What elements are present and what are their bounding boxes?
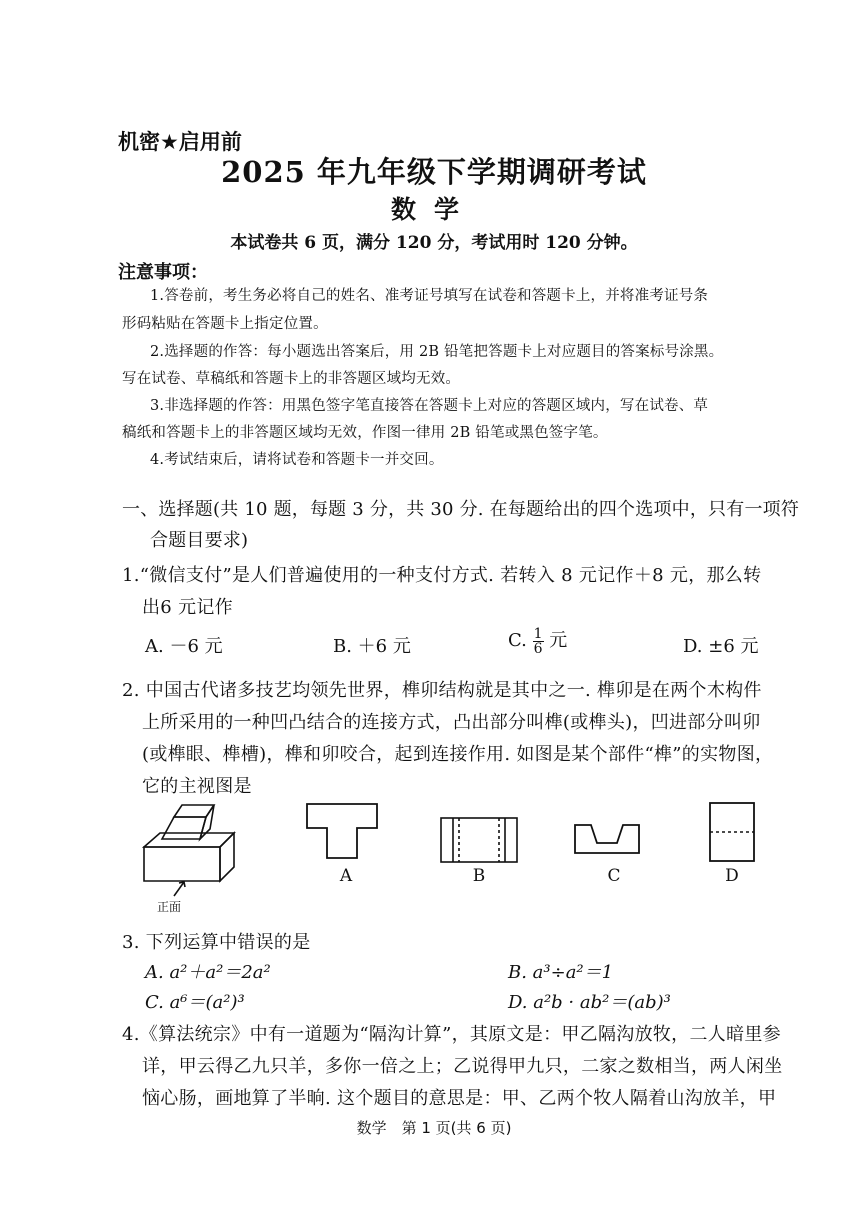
q3-option-c: C. a⁶＝(a²)³: [145, 992, 245, 1013]
note-line: 3.非选择题的作答：用黑色签字笔直接答在答题卡上对应的答题区域内，写在试卷、草: [150, 398, 709, 414]
question-2-stem-cont: (或榫眼、榫槽)，榫和卯咬合，起到连接作用. 如图是某个部件“榫”的实物图，: [142, 744, 774, 765]
fraction-denominator: 6: [533, 640, 543, 657]
note-line: 形码粘贴在答题卡上指定位置。: [122, 316, 328, 332]
section-heading: 一、选择题(共 10 题，每题 3 分，共 30 分. 在每题给出的四个选项中，只有一项符: [122, 499, 800, 520]
exam-title: 2025 年九年级下学期调研考试: [221, 155, 647, 189]
q1-option-c-suffix: 元: [549, 630, 568, 651]
exam-info: 本试卷共 6 页，满分 120 分，考试用时 120 分钟。: [230, 233, 638, 253]
option-b-figure: [440, 817, 518, 863]
q1-option-b: B. ＋6 元: [333, 636, 411, 657]
confidential-mark: 机密★启用前: [118, 130, 242, 154]
q1-option-a: A. －6 元: [145, 636, 223, 657]
note-line: 2.选择题的作答：每小题选出答案后，用 2B 铅笔把答题卡上对应题目的答案标号涂黑。: [150, 344, 724, 360]
note-line: 4.考试结束后，请将试卷和答题卡一并交回。: [150, 452, 444, 468]
note-line: 写在试卷、草稿纸和答题卡上的非答题区域均无效。: [122, 371, 461, 387]
page-footer: 数学 第 1 页(共 6 页): [356, 1119, 512, 1137]
q3-option-a: A. a²＋a²＝2a²: [145, 962, 271, 983]
question-4-stem-cont: 恼心肠，画地算了半晌. 这个题目的意思是：甲、乙两个牧人隔着山沟放羊，甲: [142, 1088, 777, 1109]
figure-label-d: D: [725, 866, 739, 886]
q1-option-c: [508, 626, 567, 656]
notes-heading: 注意事项：: [118, 262, 208, 283]
section-heading-cont: 合题目要求): [150, 530, 249, 551]
note-line: 稿纸和答题卡上的非答题区域均无效，作图一律用 2B 铅笔或黑色签字笔。: [122, 425, 608, 441]
figure-label-b: B: [472, 866, 486, 886]
fraction: [533, 627, 544, 656]
question-2-stem: 2. 中国古代诸多技艺均领先世界，榫卯结构就是其中之一. 榫卯是在两个木构件: [122, 680, 762, 701]
question-2-stem-cont: 它的主视图是: [142, 776, 252, 797]
question-1-stem-cont: 出6 元记作: [142, 597, 233, 618]
option-a-figure: [305, 802, 380, 862]
question-1-stem: 1.“微信支付”是人们普遍使用的一种支付方式. 若转入 8 元记作＋8 元，那么转: [122, 565, 762, 586]
front-label: 正面: [157, 900, 182, 914]
q3-option-d: D. a²b · ab²＝(ab)³: [508, 992, 671, 1013]
option-d-figure: [709, 802, 755, 862]
q3-option-b: B. a³÷a²＝1: [508, 962, 614, 983]
subject-title: 数学: [390, 195, 477, 224]
option-c-figure: [573, 823, 641, 855]
tenon-3d-figure: [140, 803, 240, 908]
question-4-stem: 4.《算法统宗》中有一道题为“隔沟计算”，其原文是：甲乙隔沟放牧，二人暗里参: [122, 1024, 781, 1045]
figure-label-c: C: [607, 866, 621, 886]
fraction-numerator: 1: [533, 625, 543, 642]
q1-option-d: D. ±6 元: [683, 636, 759, 657]
question-4-stem-cont: 详，甲云得乙九只羊，多你一倍之上；乙说得甲九只，二家之数相当，两人闲坐: [142, 1056, 783, 1077]
question-3-stem: 3. 下列运算中错误的是: [122, 932, 311, 953]
question-2-stem-cont: 上所采用的一种凹凸结合的连接方式，凸出部分叫榫(或榫头)，凹进部分叫卯: [142, 712, 761, 733]
figure-label-a: A: [339, 866, 353, 886]
q1-option-c-prefix: C.: [508, 630, 527, 651]
note-line: 1.答卷前，考生务必将自己的姓名、准考证号填写在试卷和答题卡上，并将准考证号条: [150, 288, 709, 304]
